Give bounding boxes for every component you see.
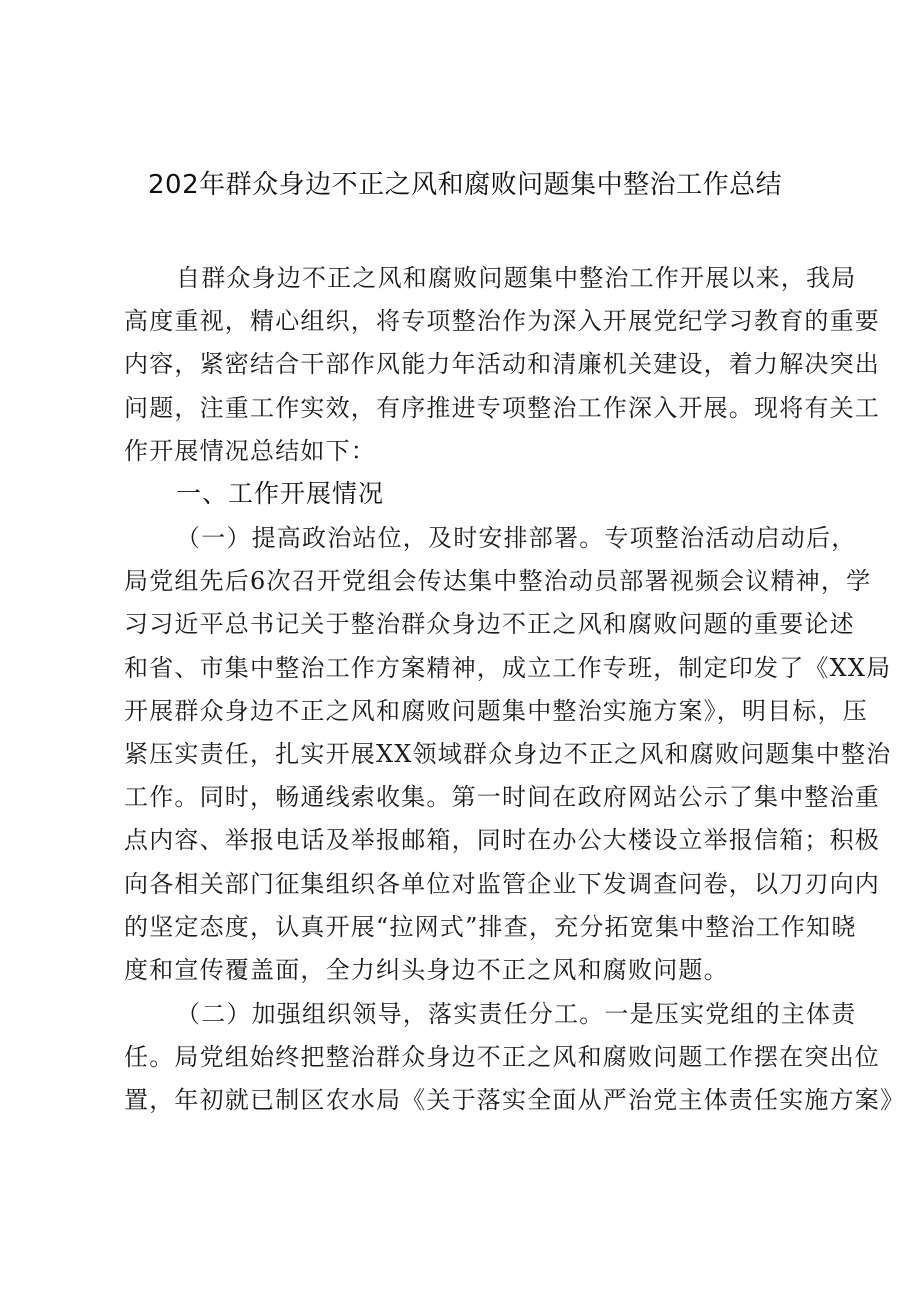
text-line: 自群众身边不正之风和腐败问题集中整治工作开展以来，我局 xyxy=(176,264,857,292)
text-line: 高度重视，精心组织，将专项整治作为深入开展党纪学习教育的重要 xyxy=(124,307,880,336)
text-line: 任。局党组始终把整治群众身边不正之风和腐败问题工作摆在突出位 xyxy=(124,1043,880,1072)
text-line: 局党组先后6次召开党组会传达集中整治动员部署视频会议精神，学 xyxy=(124,567,872,596)
paragraph-2 xyxy=(124,993,906,1123)
text-line: 点内容、举报电话及举报邮箱，同时在办公大楼设立举报信箱；积极 xyxy=(124,826,880,855)
text-line: 向各相关部门征集组织各单位对监管企业下发调查问卷，以刀刃向内 xyxy=(124,869,880,898)
document-title: 202年群众身边不正之风和腐败问题集中整治工作总结 xyxy=(148,170,783,200)
text-line: 问题，注重工作实效，有序推进专项整治工作深入开展。现将有关工 xyxy=(124,393,880,422)
section-heading: 一、工作开展情况 xyxy=(176,479,385,508)
paragraph-1 xyxy=(124,517,892,992)
text-line: 开展群众身边不正之风和腐败问题集中整治实施方案》，明目标，压 xyxy=(124,696,868,725)
text-line: 工作。同时，畅通线索收集。第一时间在政府网站公示了集中整治重 xyxy=(124,783,880,812)
text-line: 内容，紧密结合干部作风能力年活动和清廉机关建设，着力解决突出 xyxy=(124,350,880,379)
text-line: 和省、市集中整治工作方案精神，成立工作专班，制定印发了《XX局 xyxy=(124,653,892,682)
text-line: （一）提高政治站位，及时安排部署。专项整治活动启动后， xyxy=(176,524,857,552)
text-line: 置，年初就已制区农水局《关于落实全面从严治党主体责任实施方案》 xyxy=(124,1086,906,1115)
text-line: 的坚定态度，认真开展“拉网式”排查，充分拓宽集中整治工作知晓 xyxy=(124,912,857,941)
text-line: 度和宣传覆盖面，全力纠头身边不正之风和腐败问题。 xyxy=(124,956,729,985)
text-line: 习习近平总书记关于整治群众身边不正之风和腐败问题的重要论述 xyxy=(124,610,855,639)
text-line: 紧压实责任，扎实开展XX领域群众身边不正之风和腐败问题集中整治 xyxy=(124,740,892,769)
text-line: （二）加强组织领导，落实责任分工。一是压实党组的主体责 xyxy=(176,1000,857,1028)
intro-paragraph xyxy=(124,257,880,473)
text-line: 作开展情况总结如下： xyxy=(124,436,376,465)
